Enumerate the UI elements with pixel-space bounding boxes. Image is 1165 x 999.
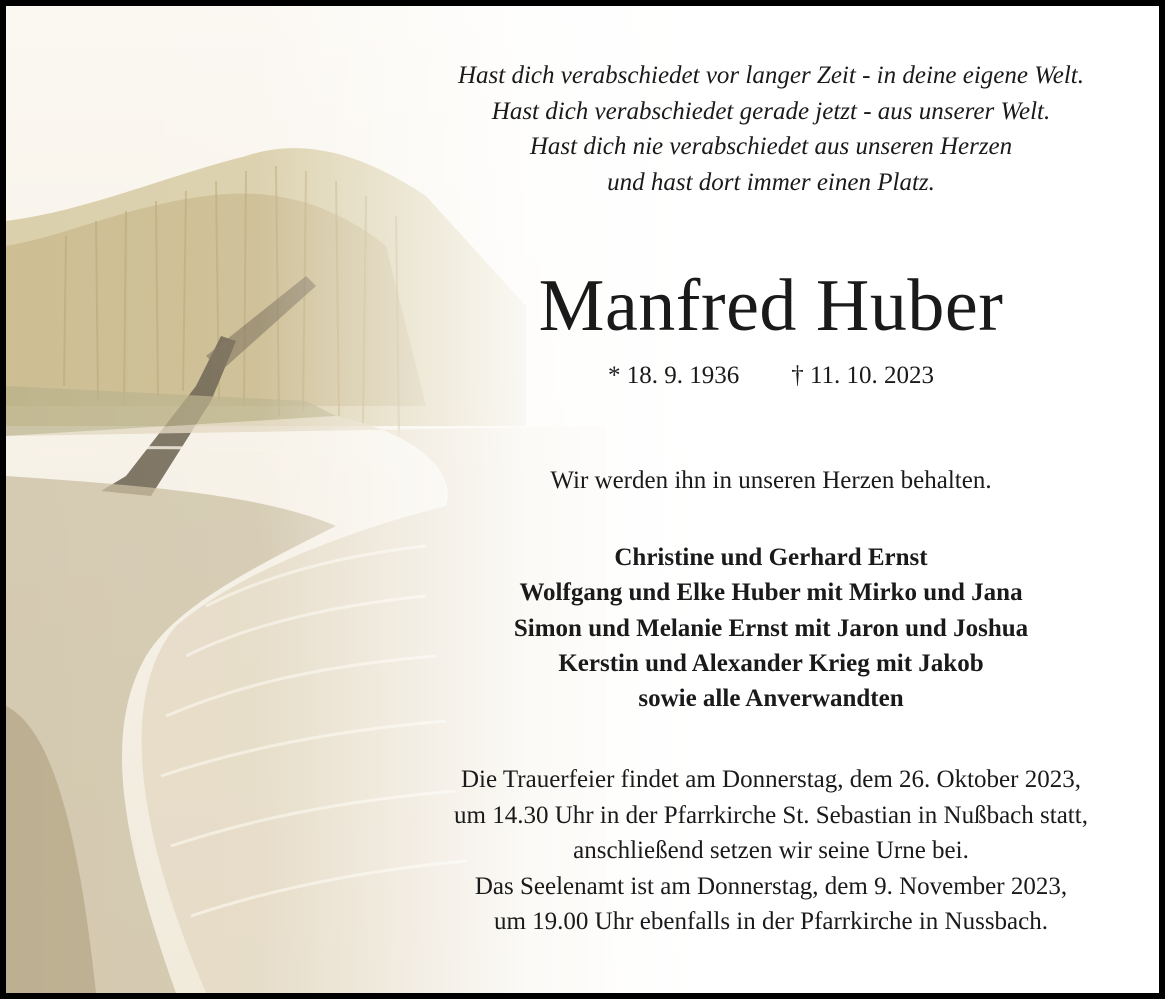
life-dates bbox=[391, 358, 1151, 394]
mourner-line: Wolfgang und Elke Huber mit Mirko und Jana bbox=[519, 579, 1023, 607]
poem-line: Hast dich verabschiedet gerade jetzt - aus unserer Welt. bbox=[491, 97, 1051, 125]
poem-line: Hast dich verabschiedet vor langer Zeit - in deine eigene Welt. bbox=[457, 62, 1084, 89]
mourner-line: sowie alle Anverwandten bbox=[638, 685, 904, 713]
funeral-service-info bbox=[391, 762, 1151, 940]
memorial-motto: Wir werden ihn in unseren Herzen behalten. bbox=[550, 467, 992, 494]
obituary-card bbox=[6, 6, 1159, 993]
service-info-line: um 14.30 Uhr in der Pfarrkirche St. Sebastian in Nußbach statt, bbox=[454, 801, 1088, 829]
poem-line: Hast dich nie verabschiedet aus unseren Herzen bbox=[529, 133, 1013, 160]
mourner-line: Simon und Melanie Ernst mit Jaron und Joshua bbox=[513, 614, 1029, 642]
mourner-line: Kerstin und Alexander Krieg mit Jakob bbox=[558, 649, 984, 677]
mourners-list bbox=[391, 540, 1151, 716]
service-info-line: Das Seelenamt ist am Donnerstag, dem 9. November 2023, bbox=[474, 872, 1068, 900]
poem-line: und hast dort immer einen Platz. bbox=[607, 168, 935, 196]
deceased-name: Manfred Huber bbox=[538, 265, 1004, 347]
birth-date: * 18. 9. 1936 bbox=[607, 362, 740, 389]
service-info-line: anschließend setzen wir seine Urne bei. bbox=[573, 837, 969, 864]
mourner-line: Christine und Gerhard Ernst bbox=[614, 544, 928, 571]
service-info-line: um 19.00 Uhr ebenfalls in der Pfarrkirche in Nussbach. bbox=[493, 908, 1049, 935]
service-info-line: Die Trauerfeier findet am Donnerstag, dem 26. Oktober 2023, bbox=[461, 766, 1081, 793]
death-date: † 11. 10. 2023 bbox=[791, 362, 935, 389]
memorial-poem bbox=[391, 58, 1151, 200]
